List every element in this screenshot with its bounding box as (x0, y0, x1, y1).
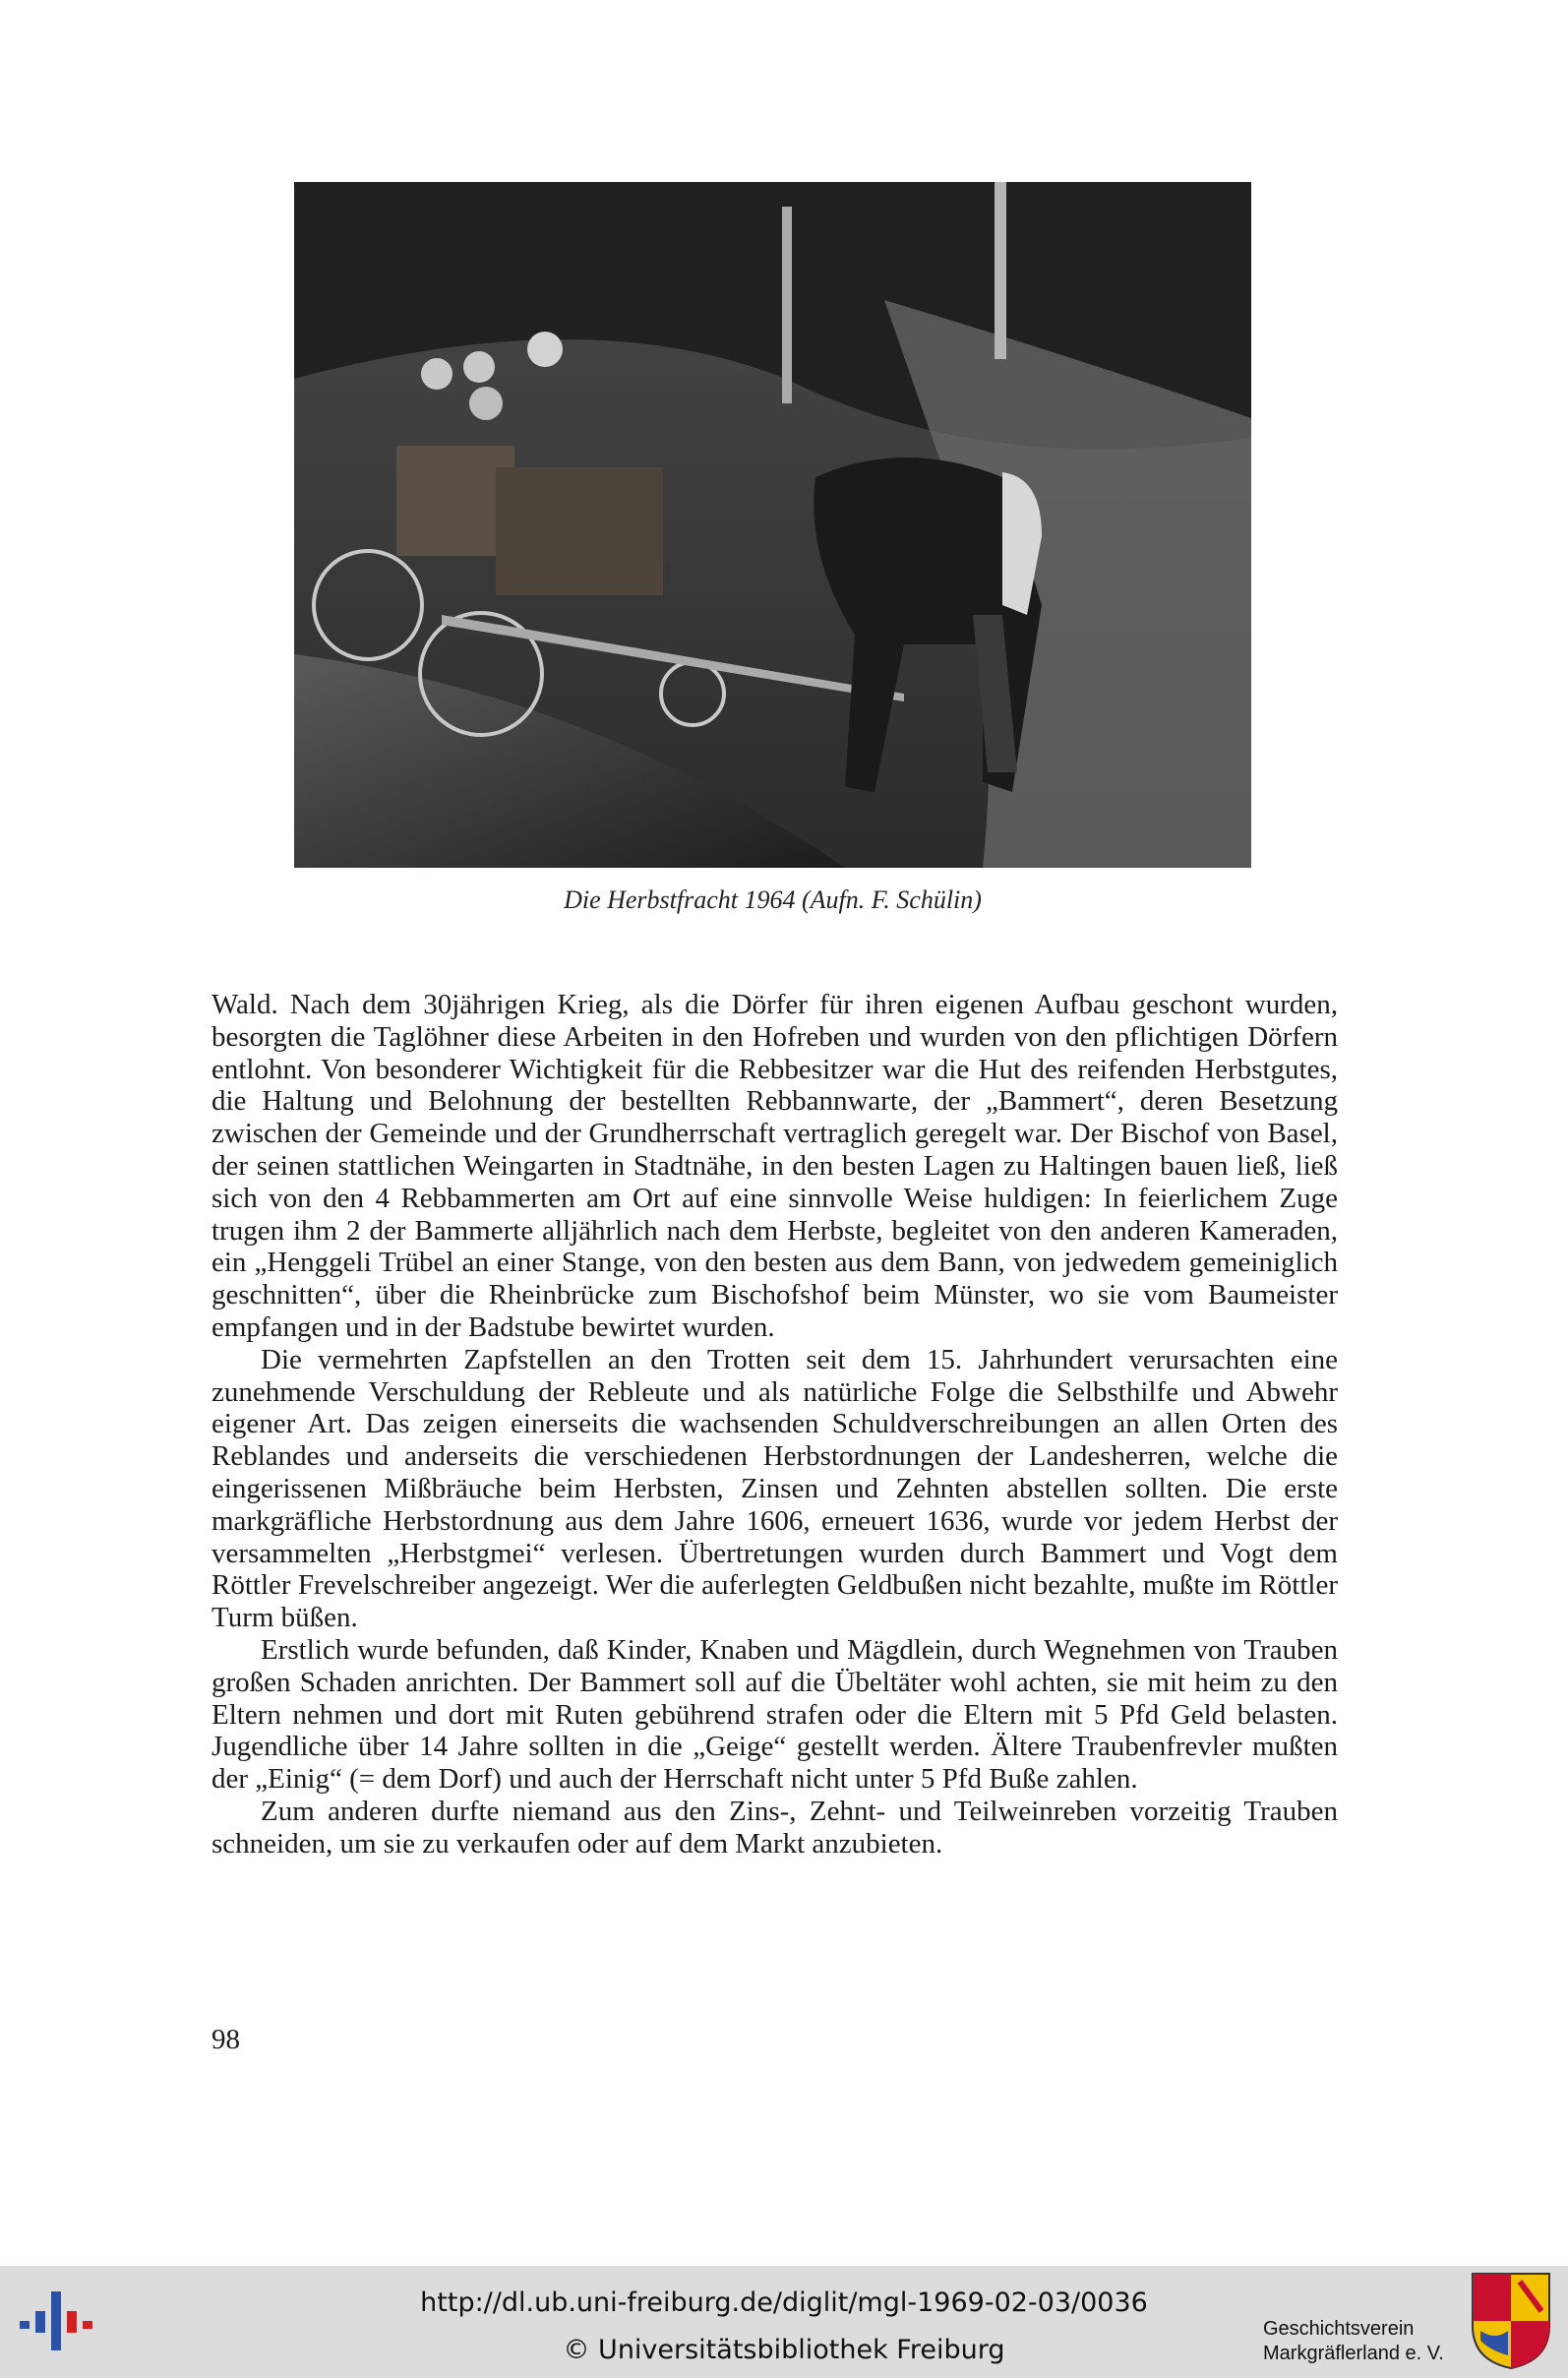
coat-of-arms-icon (1471, 2272, 1551, 2370)
paragraph: Zum anderen durfte niemand aus den Zins-, Zehnt- und Teilweinreben vorzeitig Trauben schneiden, um sie zu verkaufen oder auf dem Markt anzubieten. (211, 1795, 1338, 1860)
society-name (1263, 2317, 1470, 2366)
paragraph: Wald. Nach dem 30jährigen Krieg, als die Dörfer für ihren eigenen Aufbau geschont wurden, besorgten die Taglöhner diese Arbeiten in den Hofreben und wurden von den pflichtigen Dörfern entlohnt. Von besonderer Wichtigkeit für die Rebbesitzer war die Hut des reifenden Herbstgutes, die Haltung und Belohnung der bestellten Rebbannwarte, der „Bammert“, deren Besetzung zwischen der Gemeinde und der Grundherrschaft vertraglich geregelt war. Der Bischof von Basel, der seinen stattlichen Weingarten in Stadtnähe, in den besten Lagen zu Haltingen bauen ließ, ließ sich von den 4 Rebbammerten am Ort auf eine sinnvolle Weise huldigen: In feierlichem Zuge trugen ihm 2 der Bammerte alljährlich nach dem Herbste, begleitet von den anderen Kameraden, ein „Henggeli Trübel an einer Stange, von den besten aus dem Bann, von jedwedem gemeiniglich geschnitten“, über die Rheinbrücke zum Bischofshof beim Münster, wo sie vom Baumeister empfangen und in der Badstube bewirtet wurden. (211, 989, 1338, 1343)
figure-caption: Die Herbstfracht 1964 (Aufn. F. Schülin) (564, 885, 982, 914)
body-text (211, 989, 1338, 1860)
paragraph: Erstlich wurde befunden, daß Kinder, Knaben und Mägdlein, durch Wegnehmen von Trauben großen Schaden anrichten. Der Bammert soll auf die Übeltäter wohl achten, sie mit heim zu den Eltern nehmen und dort mit Ruten gebührend strafen oder die Eltern mit 5 Pfd Geld belasten. Jugendliche über 14 Jahre sollten in die „Geige“ gestellt werden. Ältere Traubenfrevler mußten der „Einig“ (= dem Dorf) und auch der Herrschaft nicht unter 5 Pfd Buße zahlen. (211, 1633, 1338, 1796)
paragraph: Die vermehrten Zapfstellen an den Trotten seit dem 15. Jahrhundert verursachten eine zunehmende Verschuldung der Rebleute und als natürliche Folge die Selbsthilfe und Abwehr eigener Art. Das zeigen einerseits die wachsenden Schuldverschreibungen an allen Orten des Reblandes und anderseits die verschiedenen Herbstordnungen der Landesherren, welche die eingerissenen Mißbräuche beim Herbsten, Zinsen und Zehnten abstellen sollten. Die erste markgräfliche Herbstordnung aus dem Jahre 1606, erneuert 1636, wurde vor jedem Herbst der versammelten „Herbstgmei“ verlesen. Übertretungen wurden durch Bammert und Vogt dem Röttler Frevelschreiber angezeigt. Wer die auferlegten Geldbußen nicht bezahlte, mußte im Röttler Turm büßen. (211, 1343, 1338, 1634)
society-line-2: Markgräflerland e. V. (1263, 2343, 1444, 2364)
photo-illustration (294, 182, 1251, 868)
footer-bar (0, 2266, 1568, 2378)
footer-copyright: © Universitätsbibliothek Freiburg (563, 2335, 1005, 2365)
page-number: 98 (211, 2024, 240, 2055)
herbstfracht-photo (294, 182, 1251, 868)
footer-url-link[interactable]: http://dl.ub.uni-freiburg.de/diglit/mgl-1969-02-03/0036 (420, 2287, 1148, 2318)
society-line-1: Geschichtsverein (1263, 2318, 1415, 2340)
